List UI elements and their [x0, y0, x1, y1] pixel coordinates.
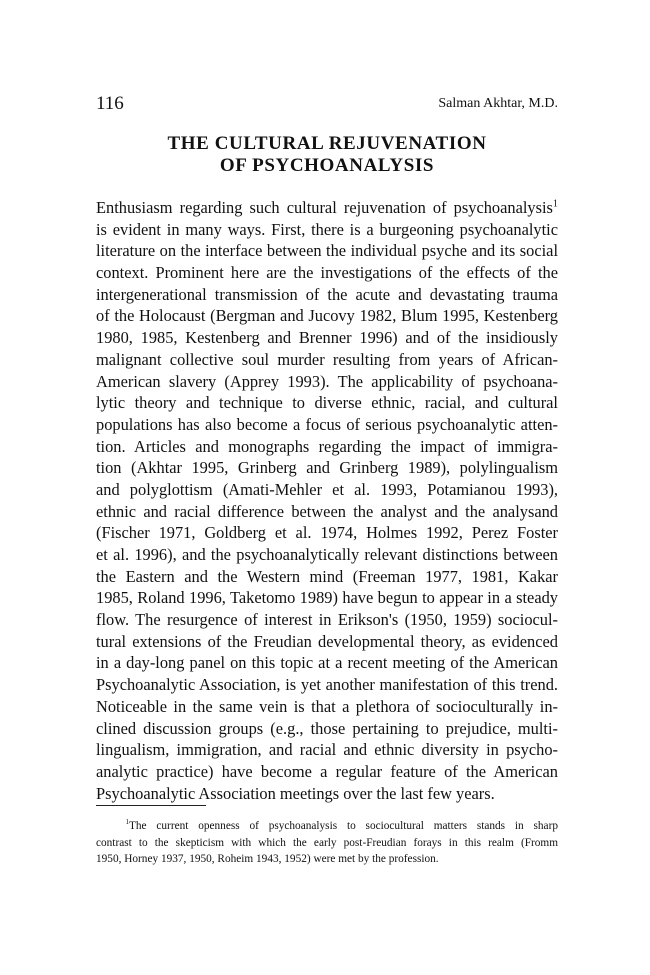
body-line: clined discussion groups (e.g., those pertaining to prejudice, multi-	[96, 718, 558, 738]
body-line: intergenerational transmission of the acute and devastating trauma	[96, 284, 558, 304]
section-title-line-2: OF PSYCHOANALYSIS	[219, 155, 435, 176]
body-line: of the Holocaust (Bergman and Jucovy 1982, Blum 1995, Kestenberg	[96, 306, 558, 326]
body-line: tion (Akhtar 1995, Grinberg and Grinberg 1989), polylingualism	[96, 458, 558, 478]
body-line: (Fischer 1971, Goldberg et al. 1974, Holmes 1992, Perez Foster	[96, 523, 558, 543]
body-line: literature on the interface between the individual psyche and its social	[96, 241, 558, 261]
body-line: malignant collective soul murder resulting from years of African-	[96, 349, 558, 369]
body-line: in a day-long panel on this topic at a recent meeting of the American	[96, 653, 558, 673]
body-line: lytic theory and technique to diverse ethnic, racial, and cultural	[96, 393, 558, 413]
body-line	[96, 197, 558, 219]
body-line: American slavery (Apprey 1993). The applicability of psychoana-	[96, 371, 558, 391]
footnote-marker: 1	[125, 818, 129, 827]
body-line: Psychoanalytic Association, is yet another manifestation of this trend.	[96, 675, 558, 695]
body-line: lingualism, immigration, and racial and ethnic diversity in psycho-	[96, 740, 558, 760]
body-line: the Eastern and the Western mind (Freeman 1977, 1981, Kakar	[96, 566, 558, 586]
page-number: 116	[96, 93, 124, 114]
body-line: et al. 1996), and the psychoanalytically relevant distinctions between	[96, 545, 558, 564]
running-head	[96, 93, 558, 115]
footnote-line: 1950, Horney 1937, 1950, Roheim 1943, 1952) were met by the profession.	[96, 853, 439, 865]
footnote-divider	[96, 805, 206, 806]
body-line-text: Enthusiasm regarding such cultural rejuvenation of psychoanalysis	[96, 198, 553, 217]
running-head-author: Salman Akhtar, M.D.	[438, 96, 558, 111]
section-title	[96, 133, 558, 177]
body-line: analytic practice) have become a regular feature of the American	[96, 761, 558, 781]
footnote	[96, 818, 558, 868]
body-line: context. Prominent here are the investigations of the effects of the	[96, 263, 558, 283]
body-line: and polyglottism (Amati-Mehler et al. 1993, Potamianou 1993),	[96, 479, 558, 499]
body-line: tural extensions of the Freudian developmental theory, as evidenced	[96, 631, 558, 651]
body-line: Noticeable in the same vein is that a plethora of socioculturally in-	[96, 696, 558, 716]
body-line: populations has also become a focus of serious psychoanalytic atten-	[96, 414, 558, 434]
footnote-line: contrast to the skepticism with which the early post-Freudian forays in this realm (Fromm	[96, 836, 558, 849]
footnote-reference: 1	[552, 198, 558, 210]
body-line: ethnic and racial difference between the analyst and the analysand	[96, 501, 558, 521]
body-line: tion. Articles and monographs regarding the impact of immigra-	[96, 436, 558, 456]
footnote-line	[96, 818, 558, 835]
body-line: Psychoanalytic Association meetings over the last few years.	[96, 783, 495, 803]
body-paragraph	[96, 197, 558, 804]
body-line: 1985, Roland 1996, Taketomo 1989) have begun to appear in a steady	[96, 588, 558, 608]
body-line: flow. The resurgence of interest in Erikson's (1950, 1959) sociocul-	[96, 610, 558, 630]
footnote-line-text: The current openness of psychoanalysis to sociocultural matters stands in sharp	[129, 820, 558, 832]
body-line: 1980, 1985, Kestenberg and Brenner 1996) and of the insidiously	[96, 328, 558, 348]
section-title-line-1: THE CULTURAL REJUVENATION	[167, 133, 487, 154]
body-line: is evident in many ways. First, there is a burgeoning psychoanalytic	[96, 219, 558, 239]
